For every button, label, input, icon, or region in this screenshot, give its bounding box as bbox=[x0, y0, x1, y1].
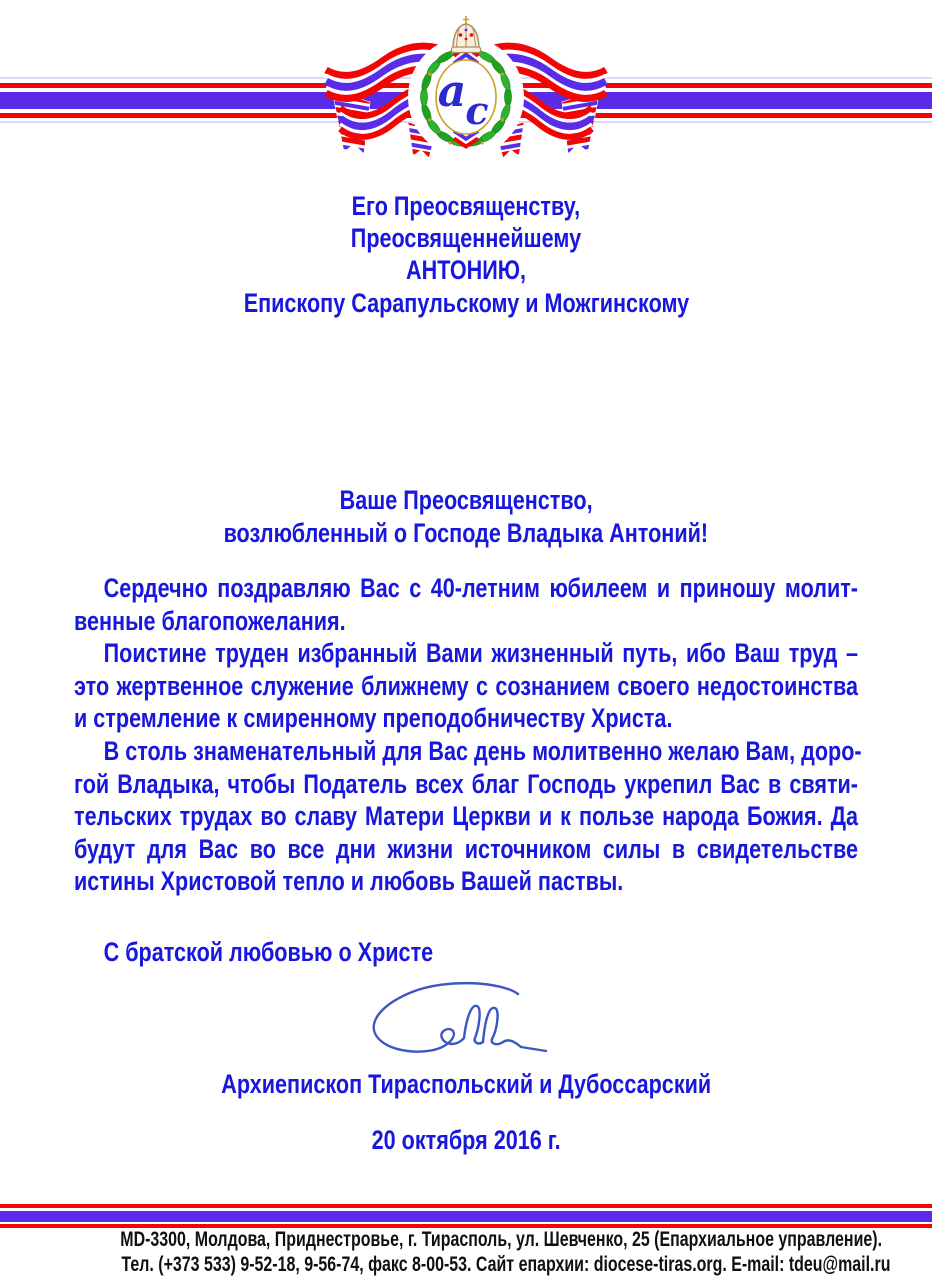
letter-body bbox=[74, 572, 932, 898]
footer-ribbon-band bbox=[0, 1204, 932, 1228]
recipient-line: Епископу Сарапульскому и Можгинскому bbox=[243, 287, 689, 318]
recipient-block bbox=[0, 190, 932, 319]
footer-contact-block bbox=[0, 1228, 932, 1277]
band-stripe-blue bbox=[0, 1211, 932, 1222]
signature-stroke bbox=[374, 983, 546, 1052]
mitre-icon bbox=[452, 16, 481, 53]
body-line: и стремление к смиренному преподобничеству Христа. bbox=[74, 703, 673, 734]
signature-image bbox=[350, 980, 560, 1060]
body-line: венные благопожелания. bbox=[74, 605, 346, 636]
body-line: это жертвенное служение ближнему с сознанием своего недостоинства bbox=[74, 670, 858, 701]
salutation-line: возлюбленный о Господе Владыка Антоний! bbox=[223, 517, 709, 548]
monogram-letter-c: с bbox=[465, 88, 489, 133]
body-line: тельских трудах во славу Матери Церкви и к пользе народа Божия. Да bbox=[74, 801, 858, 832]
body-line: гой Владыка, чтобы Податель всех благ Господь укрепил Вас в святи- bbox=[74, 768, 858, 799]
body-line: В столь знаменательный для Вас день молитвенно желаю Вам, доро- bbox=[103, 735, 862, 766]
signer-title: Архиепископ Тираспольский и Дубоссарский bbox=[221, 1069, 711, 1099]
monogram-letter-a: а bbox=[437, 66, 467, 117]
body-line: Сердечно поздравляю Вас с 40-летним юбилеем и приношу молит- bbox=[103, 573, 859, 603]
closing-line: С братской любовью о Христе bbox=[103, 937, 434, 967]
body-line: Поистине труден избранный Вами жизненный путь, ибо Ваш труд – bbox=[103, 638, 859, 669]
footer-address-line: MD-3300, Молдова, Приднестровье, г. Тирасполь, ул. Шевченко, 25 (Епархиальное управление). bbox=[120, 1228, 883, 1251]
body-line: истины Христовой тепло и любовь Вашей паствы. bbox=[74, 866, 624, 897]
diocese-emblem-icon bbox=[316, 4, 616, 162]
recipient-line: АНТОНИЮ, bbox=[405, 255, 527, 286]
salutation-line: Ваше Преосвященство, bbox=[339, 485, 593, 515]
body-line: будут для Вас во все дни жизни источником силы в свидетельстве bbox=[74, 833, 858, 864]
salutation-block bbox=[0, 484, 932, 549]
footer-contacts-line: Тел. (+373 533) 9-52-18, 9-56-74, факс 8-00-53. Сайт епархии: diocese-tiras.org. E-mail: tdeu@mail.ru bbox=[121, 1252, 891, 1276]
recipient-line: Его Преосвященству, bbox=[351, 191, 581, 221]
letter-date: 20 октября 2016 г. bbox=[371, 1125, 561, 1155]
recipient-line: Преосвященнейшему bbox=[350, 223, 582, 254]
